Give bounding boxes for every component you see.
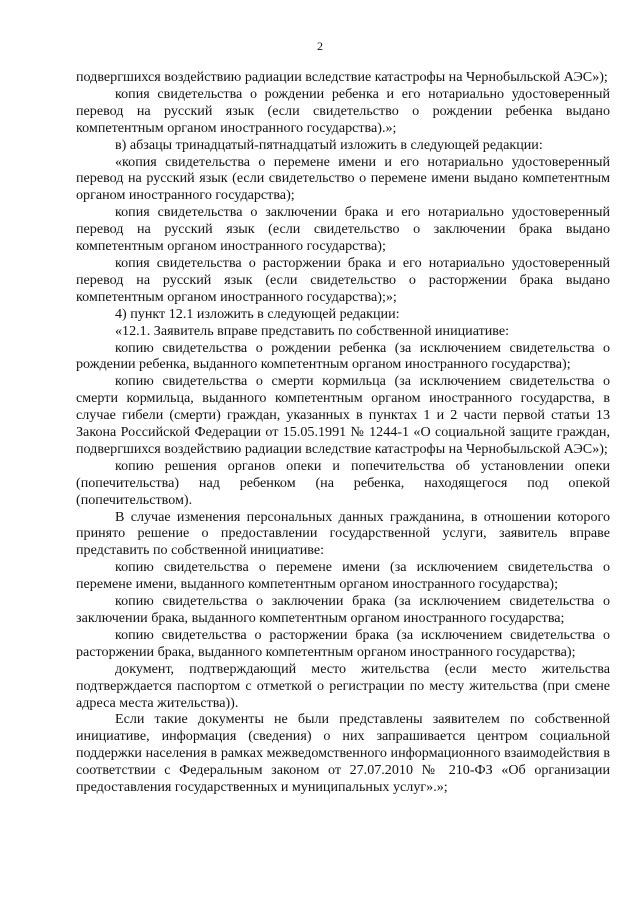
- paragraph: В случае изменения персональных данных гражданина, в отношении которого принято решение о предоставлении государственной услуги, заявитель вправе представить по собственной инициативе:: [76, 508, 610, 559]
- paragraph: копию свидетельства о заключении брака (за исключением свидетельства о заключении брака, выданного компетентным органом иностранного государства;: [76, 593, 610, 626]
- paragraph: подвергшихся воздействию радиации вследствие катастрофы на Чернобыльской АЭС»);: [76, 69, 608, 85]
- paragraph: копию свидетельства о рождении ребенка (за исключением свидетельства о рождении ребенка, выданного компетентным органом иностранного государства);: [76, 339, 610, 373]
- paragraph: копию свидетельства о перемене имени (за исключением свидетельства о перемене имени, выданного компетентным органом иностранного государства);: [76, 559, 610, 593]
- paragraph: копию свидетельства о смерти кормильца (за исключением свидетельства о смерти кормильца, выданного компетентным органом иностранного государства, в случае гибели (смерти) граждан, указанных в пунктах 1 и 2 части первой статьи 13 Закона Российской Федерации от 15.05.1991 № 1244-1 «О социальной защите граждан, подвергшихся воздействию радиации вследствие катастрофы на Чернобыльской АЭС»);: [76, 373, 610, 457]
- paragraph: «12.1. Заявитель вправе представить по собственной инициативе:: [115, 322, 510, 339]
- document-body: [76, 69, 610, 796]
- paragraph: копия свидетельства о заключении брака и его нотариально удостоверенный перевод на русский язык (если свидетельство о заключении брака выдано компетентным органом иностранного государства);: [76, 204, 610, 255]
- paragraph: «копия свидетельства о перемене имени и его нотариально удостоверенный перевод на русский язык (если свидетельство о перемене имени выдано компетентным органом иностранного государства);: [76, 153, 610, 204]
- paragraph: копия свидетельства о рождении ребенка и его нотариально удостоверенный перевод на русский язык (если свидетельство о рождении ребенка выдано компетентным органом иностранного государства).»;: [76, 85, 610, 136]
- paragraph: документ, подтверждающий место жительства (если место жительства подтверждается паспортом с отметкой о регистрации по месту жительства (при смене адреса места жительства)).: [76, 660, 610, 711]
- page-number: 2: [317, 39, 323, 53]
- paragraph: Если такие документы не были представлены заявителем по собственной инициативе, информация (сведения) о них запрашивается центром социальной поддержки населения в рамках межведомственного информационного взаимодействия в соответствии с Федеральным законом от 27.07.2010 № 210-ФЗ «Об организации предоставления государственных и муниципальных услуг».»;: [76, 711, 610, 796]
- paragraph: копия свидетельства о расторжении брака и его нотариально удостоверенный перевод на русский язык (если свидетельство о расторжении брака выдано компетентным органом иностранного государства);»;: [76, 254, 610, 305]
- paragraph: 4) пункт 12.1 изложить в следующей редакции:: [115, 305, 400, 322]
- paragraph: в) абзацы тринадцатый-пятнадцатый изложить в следующей редакции:: [115, 136, 543, 153]
- paragraph: копию решения органов опеки и попечительства об установлении опеки (попечительства) над ребенком (на ребенка, находящегося под опекой (попечительством).: [76, 457, 610, 508]
- paragraph: копию свидетельства о расторжении брака (за исключением свидетельства о расторжении брака, выданного компетентным органом иностранного государства);: [76, 626, 610, 660]
